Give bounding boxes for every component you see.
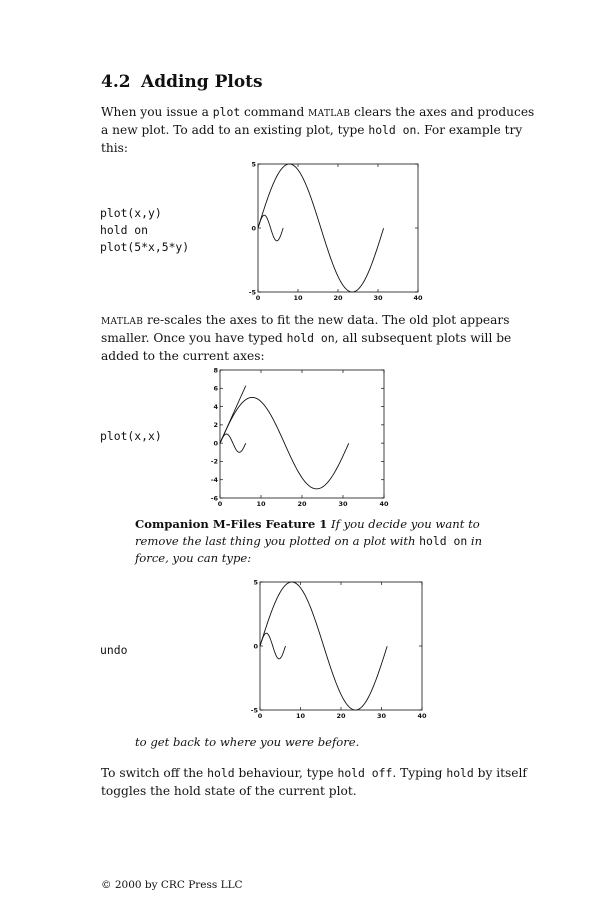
x-tick-label: 40 [413, 294, 423, 302]
y-tick-label: -4 [210, 476, 218, 485]
y-tick-label: -5 [250, 706, 258, 715]
companion-feature [135, 516, 513, 567]
text: clears the axes and produces a new plot. To add to an existing plot, type [101, 105, 535, 137]
series-line-sin-x-small [258, 215, 283, 241]
y-tick-label: -6 [210, 494, 218, 503]
section-heading [101, 72, 263, 92]
y-tick-label: 4 [213, 402, 218, 411]
section-title: Adding Plots [141, 72, 263, 92]
series-line-sin-x-small [220, 434, 246, 452]
plot-1 [246, 158, 428, 304]
plot-frame [260, 582, 422, 710]
text: behaviour, type [234, 766, 338, 780]
series-line-5-sin-x-large [220, 397, 349, 488]
x-tick-label: 20 [333, 294, 343, 302]
x-tick-label: 0 [217, 500, 223, 508]
text: , all subsequent plots will be added to the current axes: [101, 331, 512, 363]
inline-code: hold on [368, 123, 417, 137]
y-tick-label: 0 [251, 224, 256, 233]
hold-off-paragraph [101, 764, 541, 800]
series-line-5-sin-x-large [258, 164, 384, 292]
y-tick-label: -2 [210, 457, 218, 466]
x-tick-label: 10 [293, 294, 303, 302]
x-tick-label: 0 [255, 294, 261, 302]
plot-3 [248, 576, 432, 722]
inline-code: hold on [286, 331, 335, 345]
y-tick-label: 5 [253, 578, 258, 587]
y-tick-label: 2 [213, 421, 218, 430]
code-block-3: undo [100, 643, 128, 657]
series-line-x-vs-x [220, 386, 246, 443]
text: in force, you can type: [135, 534, 483, 565]
series-line-5-sin-x-large [260, 582, 387, 710]
section-number: 4.2 [101, 72, 131, 92]
text: by itself toggles the hold state of the current plot. [101, 766, 527, 798]
y-tick-label: -5 [248, 288, 256, 297]
y-tick-label: 0 [213, 439, 218, 448]
y-tick-label: 8 [213, 366, 218, 375]
x-tick-label: 40 [417, 712, 427, 720]
inline-code: hold on [419, 534, 468, 548]
text: When you issue a [101, 105, 213, 119]
inline-code: hold [207, 766, 235, 780]
text: To switch off the [101, 766, 208, 780]
y-tick-label: 5 [251, 160, 256, 169]
y-tick-label: 0 [253, 642, 258, 651]
series-line-sin-x-small [260, 633, 285, 659]
code-block-2: plot(x,x) [100, 429, 162, 443]
y-tick-label: 6 [213, 384, 218, 393]
intro-paragraph [101, 103, 541, 157]
text: . Typing [392, 766, 447, 780]
text: command [240, 105, 309, 119]
text: If you decide you want to remove the last thing you plotted on a plot with [135, 517, 480, 548]
inline-code: hold off [337, 766, 393, 780]
text: . For example try this: [101, 123, 523, 155]
x-tick-label: 30 [376, 712, 387, 720]
x-tick-label: 0 [257, 712, 263, 720]
matlab-name: matlab [308, 105, 351, 119]
copyright-footer: © 2000 by CRC Press LLC [101, 879, 243, 891]
x-tick-label: 20 [297, 500, 307, 508]
code-block-1: plot(x,y) hold on plot(5*x,5*y) [100, 206, 190, 254]
text: re-scales the axes to fit the new data. The old plot appears smaller. Once you have typed [101, 313, 510, 345]
plot-2 [208, 364, 394, 510]
x-tick-label: 20 [336, 712, 346, 720]
matlab-name: matlab [101, 313, 144, 327]
inline-code: plot [212, 105, 241, 119]
plot-frame [258, 164, 418, 292]
feature-label: Companion M-Files Feature 1 [135, 517, 328, 531]
x-tick-label: 10 [295, 712, 306, 720]
x-tick-label: 30 [338, 500, 348, 508]
x-tick-label: 40 [379, 500, 389, 508]
x-tick-label: 10 [256, 500, 266, 508]
rescale-paragraph [101, 311, 541, 365]
x-tick-label: 30 [373, 294, 383, 302]
inline-code: hold [446, 766, 474, 780]
after-undo-text: to get back to where you were before. [135, 735, 360, 749]
